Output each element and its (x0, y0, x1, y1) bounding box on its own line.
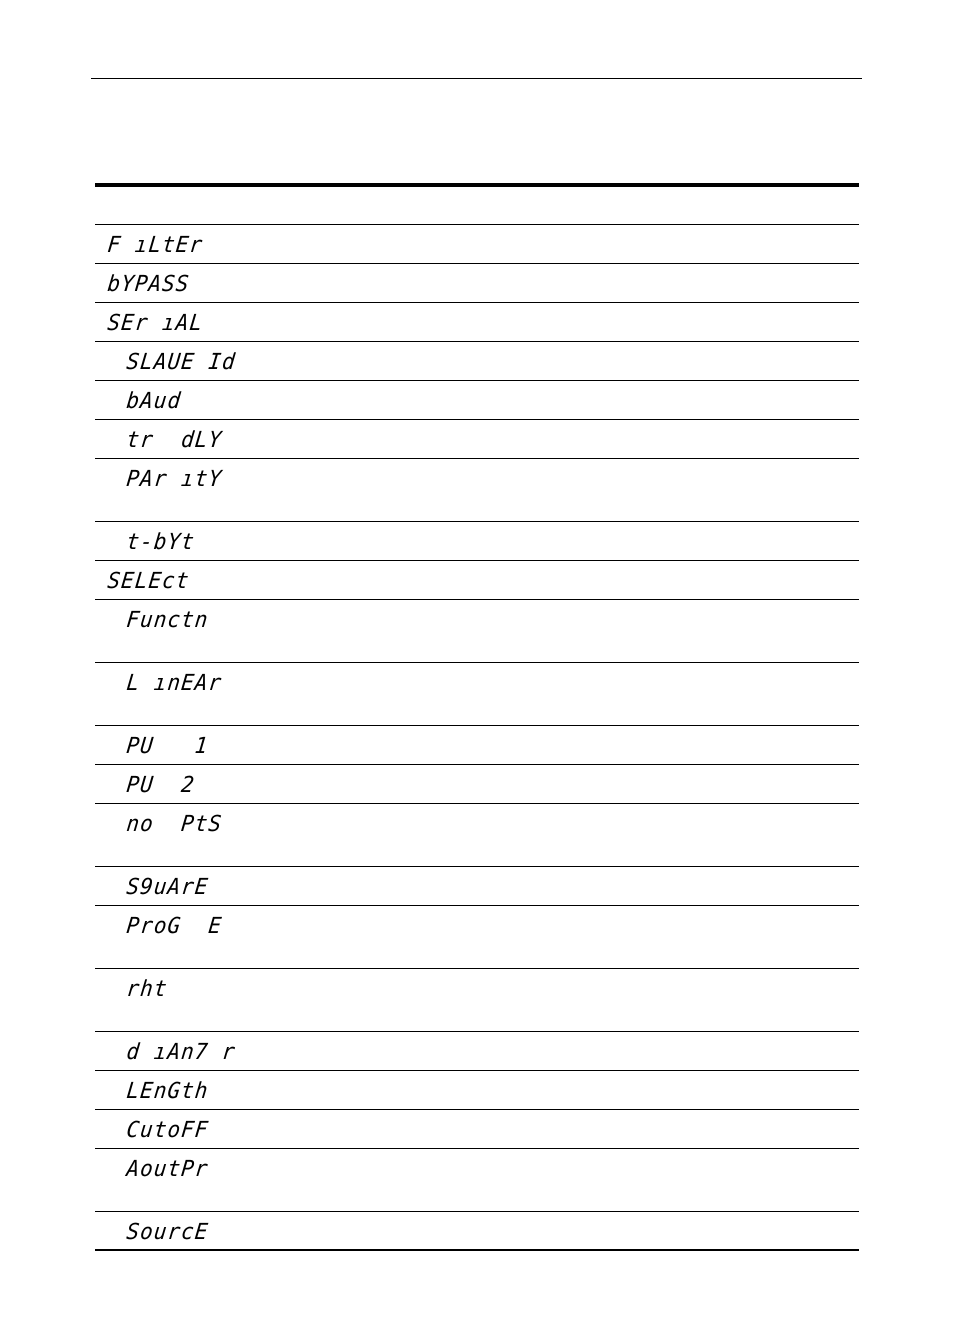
table-row (95, 303, 859, 342)
parameter-code: PAr ıtY (125, 466, 224, 492)
table-header-row (95, 187, 859, 225)
parameter-code: S9uArE (125, 874, 210, 900)
table-row (95, 1071, 859, 1110)
parameter-code: tr dLY (125, 427, 224, 453)
parameter-code: F ıLtEr (106, 232, 205, 258)
parameter-code: d ıAn7 r (125, 1039, 238, 1065)
header-rule (91, 78, 862, 79)
table-row (95, 420, 859, 459)
table-row (95, 726, 859, 765)
table-row (95, 381, 859, 420)
table-row (95, 459, 859, 522)
parameter-code: bAud (125, 388, 183, 414)
parameter-table (95, 183, 859, 1251)
table-row (95, 1149, 859, 1212)
parameter-code: LEnGth (125, 1078, 210, 1104)
table-row (95, 906, 859, 969)
parameter-code: SLAUE Id (125, 349, 238, 375)
parameter-code: SELEct (106, 568, 191, 594)
table-row (95, 1212, 859, 1251)
table-row (95, 663, 859, 726)
table-row (95, 867, 859, 906)
parameter-code: L ınEAr (125, 670, 224, 696)
table-row (95, 522, 859, 561)
parameter-code: Functn (125, 607, 210, 633)
table-row (95, 225, 859, 264)
parameter-code: no PtS (125, 811, 224, 837)
table-body (95, 225, 859, 1251)
table-row (95, 1032, 859, 1071)
parameter-code: AoutPr (125, 1156, 210, 1182)
table-row (95, 765, 859, 804)
table-row (95, 969, 859, 1032)
parameter-code: SEr ıAL (106, 310, 205, 336)
parameter-code: PU 2 (125, 772, 197, 798)
parameter-code: ProG E (125, 913, 224, 939)
table-row (95, 804, 859, 867)
parameter-code: t-bYt (125, 529, 197, 555)
table-row (95, 264, 859, 303)
table-row (95, 600, 859, 663)
table-row (95, 1110, 859, 1149)
table-row (95, 342, 859, 381)
table-row (95, 561, 859, 600)
parameter-code: CutoFF (125, 1117, 210, 1143)
parameter-code: SourcE (125, 1219, 210, 1245)
parameter-code: PU 1 (125, 733, 210, 759)
parameter-code: bYPASS (106, 271, 191, 297)
parameter-code: rht (125, 976, 169, 1002)
